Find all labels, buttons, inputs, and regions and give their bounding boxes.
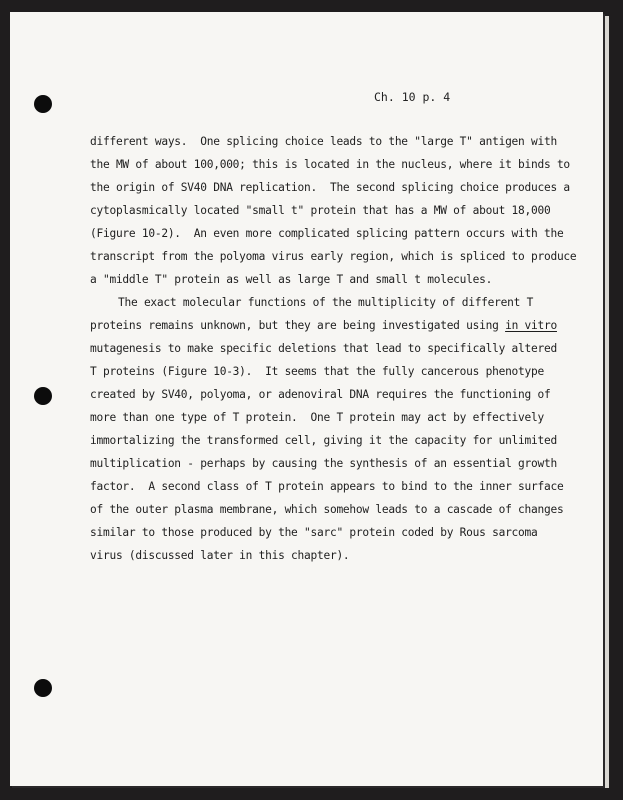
text-line: T proteins (Figure 10-3). It seems that the fully cancerous phenotype: [90, 365, 544, 378]
text-line: more than one type of T protein. One T protein may act by effectively: [90, 411, 544, 424]
text-line: (Figure 10-2). An even more complicated splicing pattern occurs with the: [90, 227, 564, 240]
text-segment: proteins remains unknown, but they are being investigated using: [90, 319, 506, 332]
text-line: created by SV40, polyoma, or adenoviral DNA requires the functioning of: [90, 388, 551, 401]
text-line: similar to those produced by the "sarc" protein coded by Rous sarcoma: [90, 526, 538, 539]
text-line: transcript from the polyoma virus early region, which is spliced to produce: [90, 250, 577, 263]
page-edge: [603, 16, 609, 788]
punch-hole: [34, 95, 52, 113]
text-line: different ways. One splicing choice leads to the "large T" antigen with: [90, 135, 557, 148]
text-line: mutagenesis to make specific deletions that lead to specifically altered: [90, 342, 557, 355]
text-line-with-underline: [90, 319, 557, 332]
text-line: factor. A second class of T protein appears to bind to the inner surface: [90, 480, 564, 493]
text-line: immortalizing the transformed cell, giving it the capacity for unlimited: [90, 434, 557, 447]
text-line: The exact molecular functions of the multiplicity of different T: [118, 296, 534, 309]
text-line: the MW of about 100,000; this is located in the nucleus, where it binds to: [90, 158, 570, 171]
text-line: virus (discussed later in this chapter).: [90, 549, 350, 562]
text-line: multiplication - perhaps by causing the synthesis of an essential growth: [90, 457, 557, 470]
punch-hole: [34, 387, 52, 405]
text-line: a "middle T" protein as well as large T and small t molecules.: [90, 273, 493, 286]
text-line: cytoplasmically located "small t" protein that has a MW of about 18,000: [90, 204, 551, 217]
text-line: of the outer plasma membrane, which somehow leads to a cascade of changes: [90, 503, 564, 516]
text-line: the origin of SV40 DNA replication. The second splicing choice produces a: [90, 181, 570, 194]
punch-hole: [34, 679, 52, 697]
underlined-term: in vitro: [505, 319, 557, 332]
page-header: Ch. 10 p. 4: [374, 90, 451, 104]
